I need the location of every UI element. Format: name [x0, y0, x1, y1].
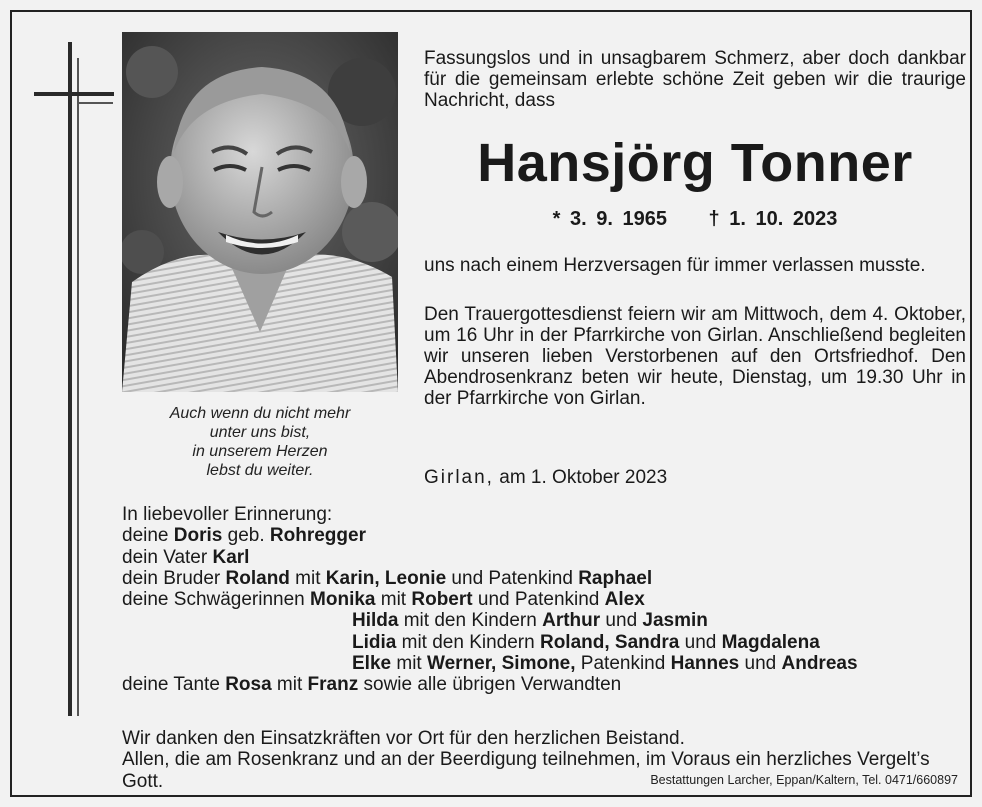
family-row: Hilda mit den Kindern Arthur und Jasmin [352, 610, 708, 632]
portrait-illustration [122, 32, 398, 392]
thanks-line: Wir danken den Einsatzkräften vor Ort für den herzlichen Beistand. [122, 728, 685, 749]
birth-date: * 3. 9. 1965 [552, 208, 667, 230]
family-row: dein Vater Karl [122, 546, 250, 568]
funeral-home-footer: Bestattungen Larcher, Eppan/Kaltern, Tel. 0471/660897 [650, 773, 958, 787]
family-row: Lidia mit den Kindern Roland, Sandra und Magdalena [352, 631, 820, 653]
caption-line: Auch wenn du nicht mehr [169, 405, 351, 422]
family-row: deine Doris geb. Rohregger [122, 525, 366, 547]
place-date-line [424, 467, 667, 489]
deceased-name: Hansjörg Tonner [477, 133, 913, 193]
family-list [122, 504, 972, 696]
death-date: † 1. 10. 2023 [708, 208, 838, 230]
caption-line: lebst du weiter. [206, 462, 314, 479]
thanks-line: Allen, die am Rosenkranz und an der Beerdigung teilnehmen, im Voraus ein herzliches Vergelt’s Gott. [122, 749, 930, 792]
announcement-paragraph: uns nach einem Herzversagen für immer verlassen musste. [424, 255, 926, 276]
portrait-photo [122, 32, 398, 392]
service-paragraph: Den Trauergottesdienst feiern wir am Mittwoch, dem 4. Oktober, um 16 Uhr in der Pfarrkirche von Girlan. Anschließend begleiten wir unseren lieben Verstorbenen auf den Ortsfriedhof. Den Abendrosenkranz beten wir heute, Dienstag, um 19.30 Uhr in der Pfarrkirche von Girlan. [424, 304, 966, 409]
caption-line: in unserem Herzen [192, 443, 328, 460]
caption-line: unter uns bist, [209, 424, 311, 441]
family-row: Elke mit Werner, Simone, Patenkind Hannes und Andreas [352, 653, 858, 675]
family-row: dein Bruder Roland mit Karin, Leonie und Patenkind Raphael [122, 567, 653, 589]
family-row: deine Tante Rosa mit Franz sowie alle übrigen Verwandten [122, 674, 622, 696]
family-heading: In liebevoller Erinnerung: [122, 504, 333, 525]
memorial-caption [122, 404, 398, 480]
place: Girlan, [424, 467, 494, 488]
date-line: am 1. Oktober 2023 [499, 467, 668, 488]
life-dates [424, 208, 966, 231]
obituary-frame [10, 10, 972, 797]
family-row: deine Schwägerinnen Monika mit Robert und Patenkind Alex [122, 589, 645, 611]
intro-text: Fassungslos und in unsagbarem Schmerz, aber doch dankbar für die gemeinsam erlebte schöne Zeit geben wir die traurige Nachricht, dass [424, 48, 966, 111]
